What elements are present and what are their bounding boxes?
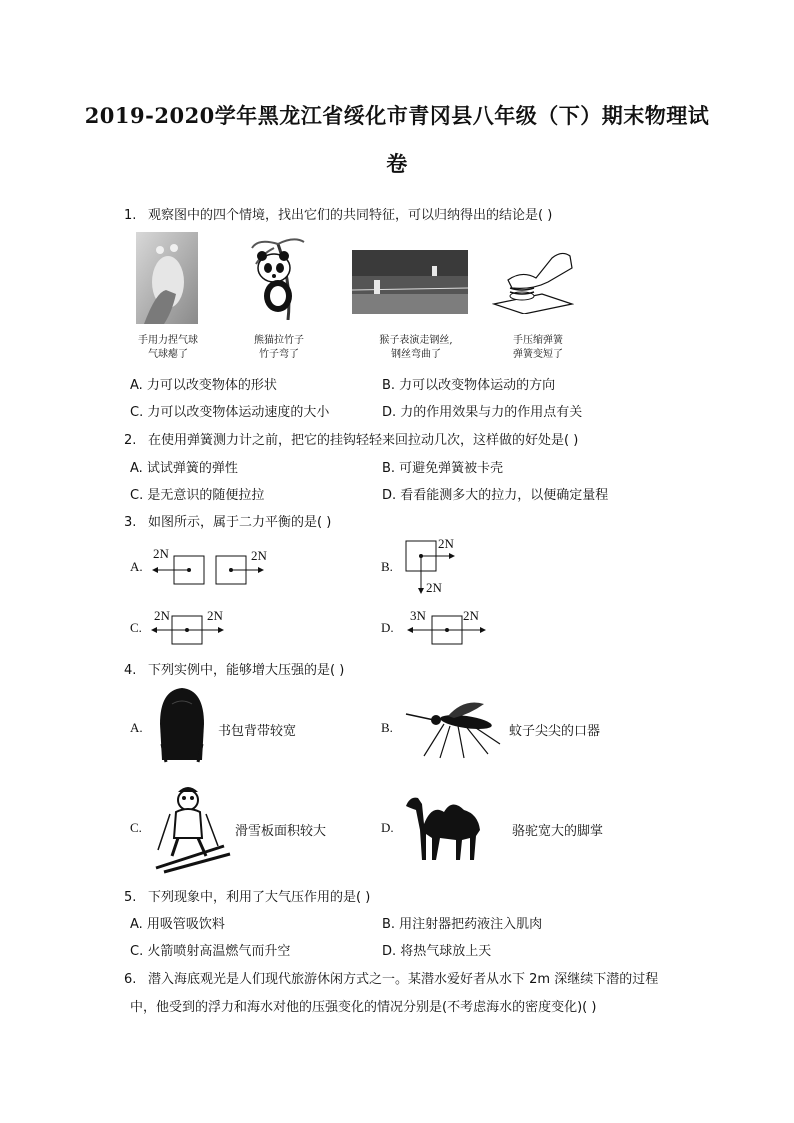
panda-bamboo-picture (248, 234, 310, 320)
question-4 (124, 659, 344, 678)
camel-picture (402, 790, 488, 862)
force-label: 2N (463, 608, 479, 623)
question-text: 潜入海底观光是人们现代旅游休闲方式之一。某潜水爱好者从水下 2m 深继续下潜的过程 (148, 972, 659, 987)
option-c-text[interactable]: 滑雪板面积较大 (235, 824, 327, 839)
option-c-label[interactable]: C. (130, 820, 142, 835)
balloon-squeeze-photo (136, 232, 198, 324)
force-label: 2N (438, 536, 454, 551)
skier-picture (154, 784, 232, 874)
question-2 (124, 429, 578, 448)
caption-balloon: 手用力捏气球 气球瘪了 (138, 335, 198, 360)
question-6-continued: 中，他受到的浮力和海水对他的压强变化的情况分别是(不考虑海水的密度变化)( ) (130, 1000, 597, 1015)
title-line-1: 2019-2020学年黑龙江省绥化市青冈县八年级（下）期末物理试 (84, 103, 710, 128)
force-label: 2N (426, 580, 442, 595)
option-b[interactable]: B. 用注射器把药液注入肌肉 (382, 917, 543, 932)
option-a-label[interactable]: A. (130, 720, 143, 735)
backpack-picture (152, 684, 212, 764)
option-b-label[interactable]: B. (381, 559, 393, 574)
title-line-2: 卷 (386, 151, 408, 176)
question-1 (124, 204, 552, 223)
question-3 (124, 511, 331, 530)
page-title (60, 92, 734, 188)
question-text: 如图所示，属于二力平衡的是( ) (148, 515, 332, 530)
option-d[interactable]: D. 力的作用效果与力的作用点有关 (382, 405, 583, 420)
option-a-label[interactable]: A. (130, 559, 143, 574)
option-d[interactable]: D. 将热气球放上天 (382, 944, 492, 959)
spring-press-picture (492, 248, 574, 314)
question-text: 观察图中的四个情境，找出它们的共同特征，可以归纳得出的结论是( ) (148, 208, 553, 223)
caption-monkey: 猴子表演走钢丝, 钢丝弯曲了 (379, 335, 453, 360)
option-a[interactable]: A. 用吸管吸饮料 (130, 917, 225, 932)
question-text: 下列实例中，能够增大压强的是( ) (148, 663, 345, 678)
option-a[interactable]: A. 力可以改变物体的形状 (130, 378, 277, 393)
option-c-label[interactable]: C. (130, 620, 142, 635)
option-c[interactable]: C. 火箭喷射高温燃气而升空 (130, 944, 291, 959)
option-d-label[interactable]: D. (381, 820, 394, 835)
force-label: 2N (251, 548, 267, 563)
question-number: 2. (124, 433, 137, 448)
force-label: 2N (207, 608, 223, 623)
option-d-label[interactable]: D. (381, 620, 394, 635)
force-label: 2N (154, 608, 170, 623)
force-label: 3N (410, 608, 426, 623)
option-c[interactable]: C. 力可以改变物体运动速度的大小 (130, 405, 330, 420)
caption-panda: 熊猫拉竹子 竹子弯了 (254, 335, 304, 360)
option-d-text[interactable]: 骆驼宽大的脚掌 (512, 824, 604, 839)
force-label: 2N (153, 546, 169, 561)
option-b-label[interactable]: B. (381, 720, 393, 735)
option-b[interactable]: B. 力可以改变物体运动的方向 (382, 378, 556, 393)
option-b[interactable]: B. 可避免弹簧被卡壳 (382, 461, 504, 476)
mosquito-picture (404, 694, 504, 760)
caption-spring: 手压缩弹簧 弹簧变短了 (513, 335, 563, 360)
option-c[interactable]: C. 是无意识的随便拉拉 (130, 488, 265, 503)
option-a-text[interactable]: 书包背带较宽 (218, 724, 297, 739)
option-a[interactable]: A. 试试弹簧的弹性 (130, 461, 238, 476)
question-number: 6. (124, 972, 137, 987)
question-number: 1. (124, 208, 137, 223)
question-number: 3. (124, 515, 137, 530)
question-text: 下列现象中，利用了大气压作用的是( ) (148, 890, 371, 905)
option-b-text[interactable]: 蚊子尖尖的口器 (509, 724, 601, 739)
monkey-wire-photo (352, 250, 468, 314)
question-number: 5. (124, 890, 137, 905)
question-text: 在使用弹簧测力计之前，把它的挂钩轻轻来回拉动几次，这样做的好处是( ) (148, 433, 579, 448)
question-6 (124, 968, 658, 987)
question-5 (124, 886, 370, 905)
option-d[interactable]: D. 看看能测多大的拉力，以便确定量程 (382, 488, 609, 503)
question-number: 4. (124, 663, 137, 678)
